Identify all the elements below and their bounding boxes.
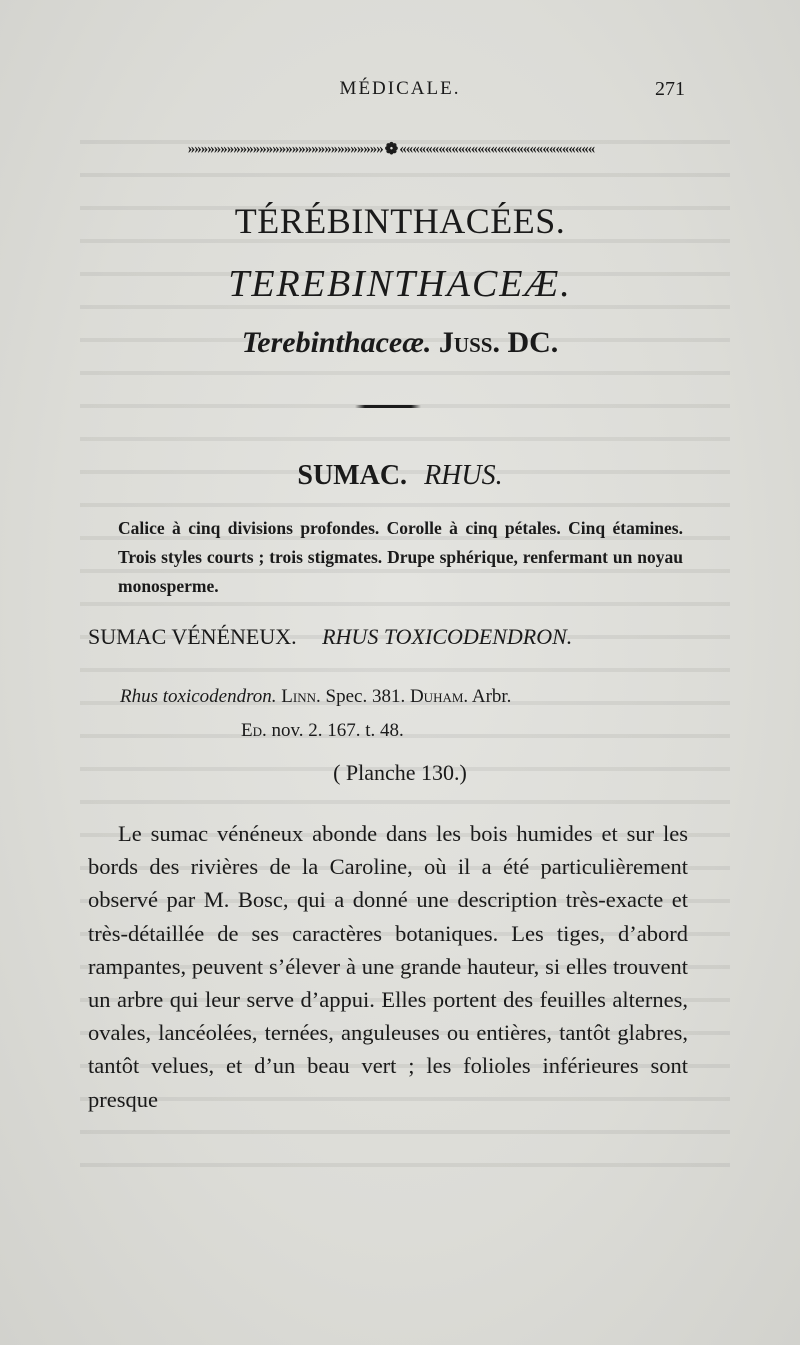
synonym-ref-nov: nov. 2. 167. t. 48. [271, 720, 404, 741]
family-french-heading: TÉRÉBINTHACÉES. [234, 201, 566, 241]
synonym-author-linn: Linn. [281, 686, 321, 707]
genus-heading [0, 460, 800, 492]
page-number: 271 [655, 78, 685, 100]
ornament-right-chevrons: «««««««««««««««««««««««««««««« [399, 140, 595, 157]
species-french-name: SUMAC VÉNÉNEUX. [88, 624, 297, 649]
body-paragraph: Le sumac vénéneux abonde dans les bois humides et sur les bords des rivières de la Caroline, où il a été particulièrement observé par M. Bosc, qui a donné une description très-exacte et très-détaillée de ses caractères botaniques. Les tiges, d’abord rampantes, peuvent s’élever à une grande hauteur, si elles trouvent un arbre qui leur serve d’appui. Elles portent des feuilles alternes, ovales, lancéolées, ternées, anguleuses ou entières, tantôt glabres, tantôt velues, et d’un beau vert ; les folioles inférieures sont presque [88, 821, 688, 1112]
ornament-left-chevrons: »»»»»»»»»»»»»»»»»»»»»»»»»»»»»» [187, 140, 383, 157]
family-authority-name: Terebinthaceæ. [241, 326, 432, 359]
ornamental-divider [95, 138, 687, 160]
species-synonymy [88, 680, 688, 748]
plate-reference: ( Planche 130.) [333, 760, 467, 785]
synonym-author-duham: Duham. [409, 686, 469, 707]
synonym-name: Rhus toxicodendron. [120, 686, 277, 707]
authority-dc: DC. [507, 326, 559, 359]
synonym-ed: Ed. [241, 720, 267, 741]
synonymy-line-1 [120, 680, 688, 714]
synonym-ref-arbr: Arbr. [471, 686, 512, 707]
species-latin-name: RHUS TOXICODENDRON. [322, 624, 573, 649]
genus-latin-name: RHUS. [424, 460, 503, 491]
genus-french-name: SUMAC. [297, 460, 408, 491]
genus-description: Calice à cinq divisions profondes. Corolle à cinq pétales. Cinq étamines. Trois styles courts ; trois stigmates. Drupe sphérique, renfermant un noyau monosperme. [118, 518, 683, 596]
short-rule-divider [355, 405, 421, 408]
running-title: MÉDICALE. [339, 78, 461, 99]
species-heading [88, 624, 688, 650]
ornament-center-flower-icon: ❁ [384, 141, 398, 158]
synonym-ref-spec: Spec. 381. [325, 686, 406, 707]
synonymy-line-2 [241, 714, 688, 748]
family-authority-line [0, 326, 800, 360]
authority-juss: Juss. [438, 326, 500, 359]
body-text [88, 817, 688, 1116]
family-latin-heading: TEREBINTHACEÆ. [228, 263, 572, 305]
